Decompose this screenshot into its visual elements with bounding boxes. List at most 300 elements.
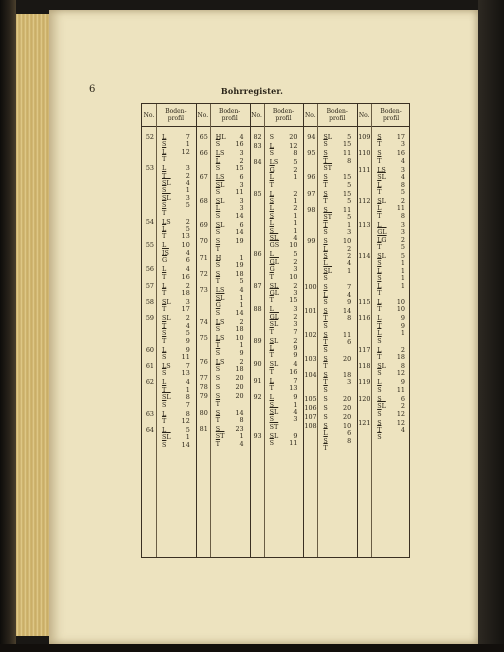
layer-thickness: 16 (235, 140, 244, 149)
soil-code: $\overline{T}$ (377, 188, 382, 196)
layer-thickness: 3 (185, 298, 190, 306)
profile-layer (216, 141, 244, 148)
soil-code: $\overline{IS}$ (162, 248, 169, 257)
soil-code: $\overline{S}$ (377, 336, 382, 345)
layer-thickness: 4 (293, 234, 298, 242)
bohrung-number: 75 (199, 334, 208, 342)
profile-layer (216, 417, 244, 424)
profile-layer (377, 338, 405, 345)
soil-code: L (377, 345, 382, 354)
soil-code: $\overline{L}$ (323, 244, 328, 253)
soil-code: SL (162, 298, 171, 306)
header-no: No. (251, 111, 262, 119)
bohrung-number: 88 (253, 305, 262, 314)
bohrung-number: 111 (358, 165, 371, 174)
soil-code: SL (215, 197, 225, 205)
profile-layer (162, 274, 190, 281)
soil-code: $\overline{S}$ (377, 259, 382, 268)
profile-layer (377, 306, 405, 313)
layer-thickness: 18 (235, 325, 244, 333)
layer-thickness: 3 (185, 164, 190, 173)
soil-code: L (269, 250, 274, 259)
bohrung-number: 95 (307, 149, 316, 158)
soil-code: $\overline{S}$ (323, 252, 328, 260)
bohrung-number: 73 (199, 286, 208, 295)
soil-code: $\overline{T}$ (323, 180, 328, 189)
layer-thickness: 4 (239, 439, 244, 448)
profile-layer (162, 290, 190, 297)
soil-code: $\overline{T}$ (162, 272, 167, 281)
soil-code: $\overline{S}$ (215, 365, 221, 374)
soil-code: $\overline{S}$ (215, 211, 221, 220)
soil-code: $\overline{S}$ (269, 439, 274, 448)
soil-code: S (323, 206, 328, 214)
profile-layer (270, 297, 298, 304)
soil-code: S (323, 237, 328, 246)
layer-thickness: 16 (289, 367, 298, 376)
subcolumn-divider (156, 104, 157, 557)
bohrung-number: 97 (307, 189, 316, 198)
layer-thickness: 10 (396, 305, 405, 314)
layer-thickness: 9 (239, 348, 244, 357)
bohrung-number: 66 (199, 149, 208, 158)
layer-thickness: 18 (235, 270, 244, 278)
soil-code: $\overline{T}$ (215, 277, 221, 286)
soil-code: L (269, 189, 274, 198)
soil-code: L (269, 376, 274, 385)
layer-thickness: 4 (185, 179, 190, 187)
layer-thickness: 1 (293, 226, 298, 235)
soil-code: $\overline{S}$ (215, 308, 221, 317)
profile-layer (323, 141, 351, 148)
layer-thickness: 6 (239, 173, 244, 182)
soil-code: $\overline{L}$ (323, 290, 328, 299)
layer-thickness: 3 (400, 220, 405, 229)
layer-thickness: 4 (400, 156, 405, 165)
soil-code: $\overline{S}$ (162, 369, 167, 378)
layer-thickness: 7 (293, 327, 298, 336)
layer-thickness: 2 (293, 281, 298, 290)
soil-code: $\overline{G}$ (269, 165, 275, 174)
profile-layer (216, 375, 244, 382)
soil-code: $\overline{SL}$ (162, 393, 171, 402)
soil-code: $\overline{SL}$ (162, 179, 171, 187)
soil-code: $\overline{SL}$ (215, 180, 225, 189)
layer-thickness: 8 (400, 362, 405, 370)
soil-code: $\overline{T}$ (323, 444, 328, 452)
bohrung-number: 79 (199, 392, 208, 401)
layer-thickness: 4 (185, 248, 190, 257)
soil-code: $\overline{T}$ (323, 362, 328, 370)
layer-thickness: 20 (343, 354, 352, 363)
soil-code: $\overline{L}$ (377, 266, 382, 275)
layer-thickness: 1 (239, 253, 244, 262)
soil-code: S (323, 371, 328, 379)
soil-code: $\overline{GS}$ (269, 241, 280, 250)
layer-thickness: 3 (293, 415, 298, 424)
layer-thickness: 1 (293, 211, 298, 220)
layer-thickness: 3 (239, 149, 244, 158)
soil-code: $\overline{T}$ (377, 156, 382, 165)
profile-layer (377, 387, 405, 394)
layer-thickness: 5 (185, 201, 190, 210)
soil-code: S (323, 403, 328, 412)
soil-code: $\overline{L}$ (377, 329, 382, 338)
layer-thickness: 15 (289, 296, 298, 305)
profile-layer (270, 182, 298, 189)
soil-code: L (269, 142, 274, 150)
soil-code: $\overline{S}$ (162, 201, 167, 210)
header-bodenprofil: Boden- profil (380, 108, 402, 122)
bohrung-number: 84 (253, 158, 262, 167)
soil-code: $\overline{S}$ (269, 226, 274, 235)
soil-code: S (323, 283, 328, 292)
bohrung-number: 69 (199, 220, 208, 229)
soil-code: L (269, 393, 274, 402)
soil-code: $\overline{T}$ (215, 439, 221, 448)
layer-thickness: 3 (293, 320, 298, 329)
layer-thickness: 10 (396, 298, 405, 306)
layer-thickness: 1 (400, 274, 405, 283)
bohrung-number: 100 (304, 283, 317, 292)
profile-layer (270, 329, 298, 336)
layer-thickness: 3 (347, 378, 352, 387)
layer-thickness: 2 (347, 252, 352, 260)
layer-thickness: 1 (293, 197, 298, 205)
layer-thickness: 1 (185, 385, 190, 394)
profile-layer (323, 405, 351, 412)
profile-layer (323, 396, 351, 403)
soil-code: L (162, 164, 167, 173)
layer-thickness: 5 (400, 188, 405, 196)
profile-layer (323, 445, 351, 452)
layer-thickness: 4 (347, 259, 352, 268)
soil-code: $\overline{L}$ (269, 344, 274, 352)
soil-code: $\overline{SL}$ (323, 266, 333, 275)
soil-code: $\overline{LG}$ (377, 235, 387, 244)
soil-code: $\overline{L}$ (269, 204, 274, 213)
layer-thickness: 18 (343, 371, 352, 379)
soil-code: $\overline{L}$ (162, 147, 167, 156)
soil-code: L (162, 281, 167, 290)
layer-thickness: 20 (343, 412, 352, 421)
profile-layer (162, 156, 190, 163)
soil-code: $\overline{SL}$ (215, 293, 225, 302)
layer-thickness: 10 (181, 241, 190, 250)
layer-thickness: 5 (293, 158, 298, 167)
soil-code: $\overline{T}$ (323, 156, 328, 165)
layer-thickness: 2 (185, 281, 190, 290)
layer-thickness: 9 (185, 336, 190, 345)
layer-thickness: 12 (396, 409, 405, 418)
layer-thickness: 1 (239, 301, 244, 310)
bohrung-number: 86 (253, 250, 262, 259)
soil-code: $\overline{SL}$ (269, 234, 279, 242)
profile-layer (216, 350, 244, 357)
profile-layer (162, 418, 190, 425)
profile-layer (162, 402, 190, 409)
layer-thickness: 3 (185, 193, 190, 202)
soil-code: L (162, 265, 167, 274)
layer-thickness: 9 (400, 314, 405, 323)
profile-layer (216, 366, 244, 373)
profile-layer (270, 440, 298, 447)
soil-code: S (215, 392, 221, 401)
layer-thickness: 3 (239, 197, 244, 205)
layer-thickness: 12 (181, 147, 190, 156)
soil-code: $\overline{S}$ (323, 228, 328, 237)
soil-code: H (215, 253, 222, 262)
soil-code: $\overline{G}$ (215, 301, 221, 310)
layer-thickness: 14 (343, 307, 352, 315)
layer-thickness: 2 (185, 171, 190, 180)
header-bodenprofil: Boden- profil (219, 108, 241, 122)
soil-code: $\overline{ST}$ (323, 164, 333, 173)
profile-layer (323, 198, 351, 205)
soil-code: S (215, 374, 221, 383)
profile-layer (270, 242, 298, 249)
soil-code: LS (215, 149, 225, 158)
soil-code: S (323, 354, 328, 363)
profile-layer (270, 352, 298, 359)
profile-layer (216, 189, 244, 196)
layer-thickness: 1 (185, 433, 190, 442)
bohrung-number: 94 (307, 133, 316, 141)
soil-code: $\overline{L}$ (215, 156, 221, 165)
bohrung-number: 72 (199, 270, 208, 278)
profile-layer (270, 369, 298, 376)
bohrung-number: 117 (358, 345, 371, 354)
bohrung-number: 60 (145, 345, 154, 354)
layer-thickness: 8 (185, 393, 190, 402)
bohrung-number: 56 (145, 265, 154, 274)
bohrung-number: 77 (199, 374, 208, 383)
layer-thickness: 3 (347, 228, 352, 237)
layer-thickness: 18 (181, 289, 190, 297)
layer-thickness: 5 (347, 213, 352, 222)
soil-code: L (377, 378, 382, 387)
layer-thickness: 2 (293, 257, 298, 266)
layer-thickness: 5 (400, 252, 405, 260)
profile-layer (216, 278, 244, 285)
header-no: No. (143, 111, 155, 119)
profile-layer (216, 229, 244, 236)
layer-thickness: 3 (293, 305, 298, 314)
layer-thickness: 5 (185, 225, 190, 233)
bohrung-number: 116 (358, 314, 371, 323)
layer-thickness: 7 (185, 362, 190, 370)
layer-thickness: 17 (181, 305, 190, 314)
soil-code: L (162, 426, 167, 434)
soil-code: $\overline{S}$ (162, 440, 167, 449)
soil-code: S (323, 307, 328, 315)
bohrung-number: 89 (253, 336, 262, 345)
layer-thickness: 14 (235, 228, 244, 237)
layer-thickness: 4 (400, 173, 405, 182)
layer-thickness: 8 (347, 156, 352, 165)
soil-code: $\overline{L}$ (215, 204, 221, 213)
header-divider (142, 126, 409, 127)
soil-code: S (323, 149, 328, 158)
soil-code: $\overline{SL}$ (162, 193, 171, 202)
layer-thickness: 8 (347, 436, 352, 445)
layer-thickness: 8 (239, 416, 244, 424)
layer-thickness: 8 (293, 149, 298, 158)
bohrung-number: 64 (145, 426, 154, 434)
soil-code: L (269, 305, 274, 314)
soil-code: SL (377, 252, 386, 260)
layer-thickness: 4 (400, 426, 405, 434)
layer-thickness: 1 (400, 281, 405, 290)
soil-code: SL (377, 197, 386, 205)
bohrung-number: 63 (145, 409, 154, 418)
layer-thickness: 11 (396, 204, 405, 213)
layer-thickness: 1 (400, 259, 405, 268)
soil-code: $\overline{G}$ (269, 265, 275, 274)
profile-layer (323, 229, 351, 236)
layer-thickness: 2 (293, 336, 298, 345)
soil-code: $\overline{S}$ (269, 400, 274, 409)
soil-code: S (377, 394, 382, 403)
soil-code: $\overline{T}$ (323, 378, 328, 387)
profile-layer (216, 165, 244, 172)
profile-layer (216, 401, 244, 408)
soil-code: $\overline{T}$ (269, 327, 274, 336)
profile-layer (216, 326, 244, 333)
soil-code: $\overline{T}$ (215, 416, 221, 424)
soil-code: $\overline{T}$ (162, 171, 167, 180)
soil-code: $\overline{SL}$ (269, 408, 279, 416)
soil-code: $\overline{S}$ (323, 385, 328, 394)
soil-code: S (323, 189, 328, 198)
soil-code: $\overline{T}$ (377, 289, 382, 297)
bohrung-number: 59 (145, 314, 154, 323)
soil-code: $\overline{T}$ (323, 197, 328, 205)
layer-thickness: 5 (347, 133, 352, 141)
profile-layer (162, 354, 190, 361)
bohrung-number: 90 (253, 360, 262, 369)
soil-code: $\overline{L}$ (269, 173, 274, 182)
soil-code: $\overline{L}$ (162, 225, 167, 233)
header-bodenprofil: Boden- profil (165, 108, 187, 122)
soil-code: SL (269, 336, 279, 345)
soil-code: SL (323, 133, 333, 141)
soil-code: $\overline{ST}$ (323, 213, 333, 222)
soil-code: $\overline{L}$ (269, 219, 274, 228)
profile-layer (323, 414, 351, 421)
layer-thickness: 4 (185, 321, 190, 330)
profile-layer (270, 424, 298, 431)
layer-thickness: 9 (347, 298, 352, 306)
soil-code: SL (377, 362, 386, 370)
soil-code: $\overline{S}$ (215, 261, 221, 269)
soil-code: LS (162, 217, 171, 226)
soil-code: L (162, 133, 167, 141)
profile-layer (323, 275, 351, 282)
profile-layer (323, 323, 351, 330)
soil-code: $\overline{S}$ (323, 345, 328, 354)
bohrung-number: 71 (199, 253, 208, 262)
profile-layer (162, 306, 190, 313)
soil-code: $\overline{T}$ (162, 232, 167, 241)
layer-thickness: 10 (343, 237, 352, 246)
soil-code: LS (377, 165, 386, 174)
bohrung-number: 109 (358, 133, 371, 141)
layer-thickness: 16 (396, 149, 405, 158)
soil-code: $\overline{T}$ (323, 220, 328, 229)
bohrung-number: 65 (199, 133, 208, 141)
soil-code: $\overline{T}$ (269, 180, 274, 189)
subcolumn-divider (371, 104, 372, 557)
layer-thickness: 12 (396, 369, 405, 378)
layer-thickness: 2 (185, 314, 190, 323)
soil-code: S (323, 330, 328, 339)
profile-layer (377, 290, 405, 297)
bohrung-number: 120 (358, 394, 371, 403)
layer-thickness: 4 (185, 378, 190, 387)
layer-thickness: 2 (239, 317, 244, 326)
layer-thickness: 9 (293, 344, 298, 352)
bohrung-number: 121 (358, 418, 371, 427)
soil-code: $\overline{S}$ (323, 436, 328, 445)
soil-code: HL (215, 133, 226, 141)
profile-layer (323, 182, 351, 189)
soil-code: $\overline{T}$ (162, 321, 167, 330)
bohrung-number: 85 (253, 189, 262, 198)
layer-thickness: 15 (235, 164, 244, 173)
profile-layer (377, 434, 405, 441)
soil-code: $\overline{T}$ (377, 321, 382, 330)
soil-code: $\overline{T}$ (377, 353, 382, 361)
layer-thickness: 3 (239, 204, 244, 213)
bohrung-number: 98 (307, 206, 316, 214)
layer-thickness: 2 (293, 204, 298, 213)
soil-code: $\overline{G}$ (162, 256, 168, 265)
layer-thickness: 10 (235, 334, 244, 342)
layer-thickness: 6 (347, 429, 352, 438)
soil-code: $\overline{T}$ (162, 417, 167, 425)
layer-thickness: 3 (400, 165, 405, 174)
bohrung-number: 80 (199, 408, 208, 417)
bohrung-number: 99 (307, 237, 316, 246)
layer-thickness: 2 (347, 244, 352, 253)
soil-code: SL (269, 360, 279, 369)
soil-code: $\overline{S}$ (162, 140, 167, 149)
layer-thickness: 6 (400, 394, 405, 403)
soil-code: $\overline{S}$ (269, 197, 274, 205)
bohrung-number: 54 (145, 217, 154, 226)
layer-thickness: 20 (343, 394, 352, 403)
layer-thickness: 5 (400, 243, 405, 251)
layer-thickness: 7 (185, 133, 190, 141)
bohrung-number: 53 (145, 164, 154, 173)
layer-thickness: 14 (235, 211, 244, 220)
soil-code: LS (269, 158, 279, 167)
soil-code: S (323, 394, 328, 403)
layer-thickness: 10 (289, 272, 298, 281)
page-edges (16, 14, 50, 636)
profile-layer (216, 262, 244, 269)
layer-thickness: 1 (293, 219, 298, 228)
layer-thickness: 2 (400, 197, 405, 205)
bohrung-number: 68 (199, 197, 208, 205)
layer-thickness: 6 (347, 338, 352, 347)
soil-code: $\overline{ST}$ (269, 422, 279, 431)
soil-code: $\overline{S}$ (323, 298, 328, 306)
layer-thickness: 7 (185, 400, 190, 409)
layer-thickness: 11 (289, 439, 298, 448)
soil-code: SL (269, 281, 279, 290)
